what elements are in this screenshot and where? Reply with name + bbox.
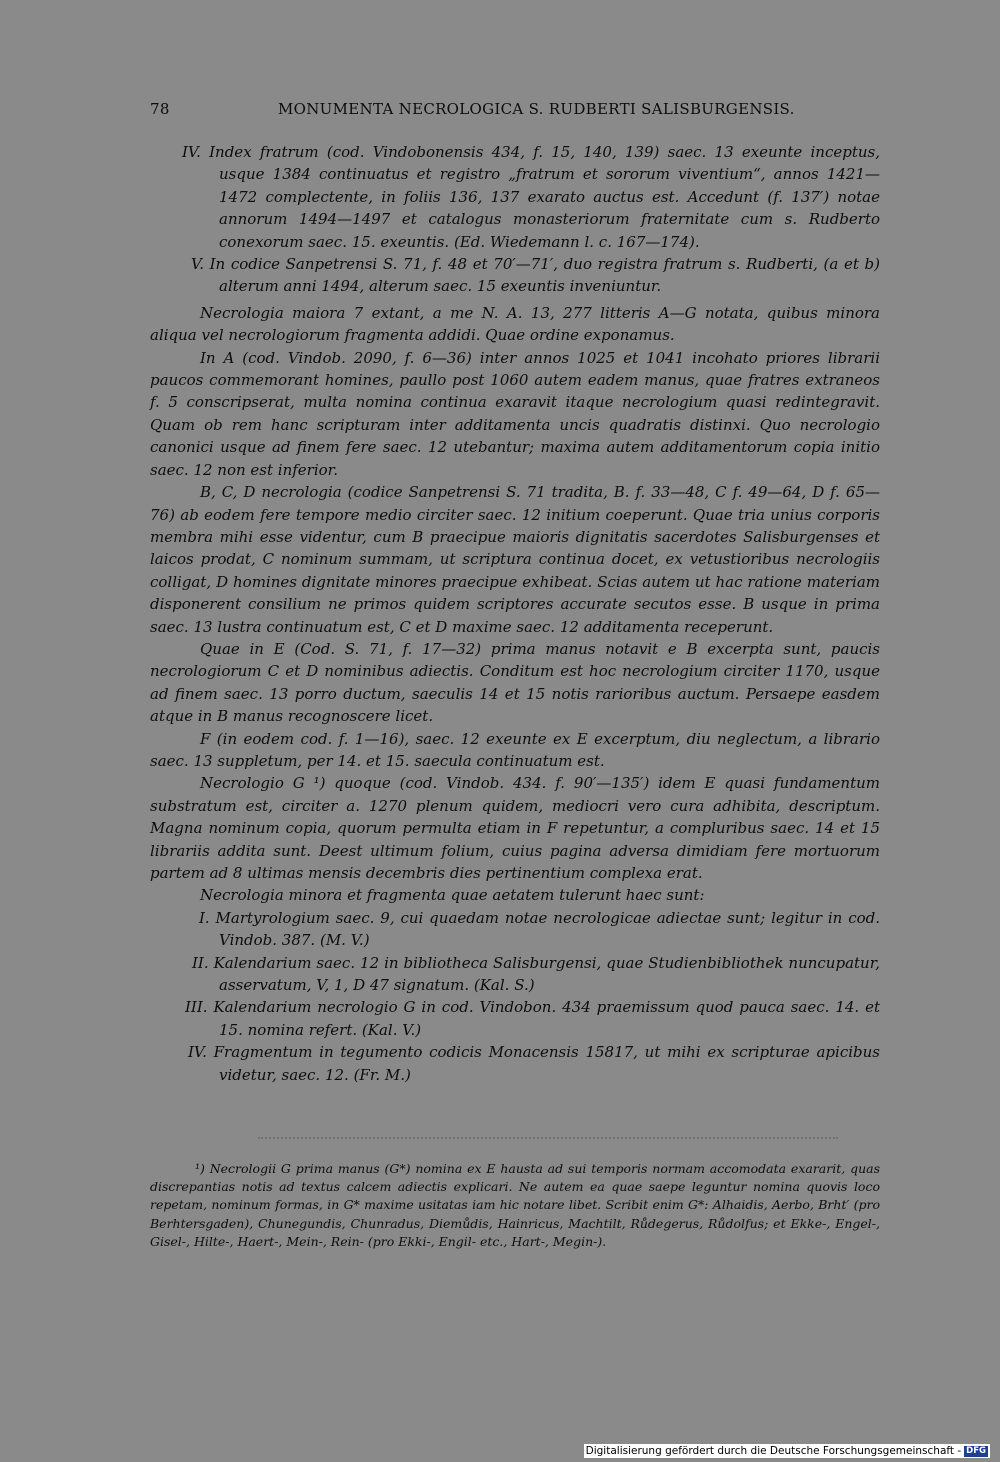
- page-header: [150, 100, 880, 124]
- running-title: MONUMENTA NECROLOGICA S. RUDBERTI SALISBURGENSIS.: [278, 100, 795, 118]
- paragraph-necrologium-e: Quae in E (Cod. S. 71, f. 17—32) prima manus notavit e B excerpta sunt, paucis necrologiorum C et D nominibus adiectis. Conditum est hoc necrologium circiter 1170, usque ad finem saec. 13 porro ductum, saeculis 14 et 15 notis rarioribus auctum. Persaepe easdem atque in B manus recognoscere licet.: [150, 639, 880, 726]
- paragraph-necrologia-minora: Necrologia minora et fragmenta quae aetatem tulerunt haec sunt:: [200, 886, 705, 905]
- paragraph-codex-sanpetrensis: V. In codice Sanpetrensi S. 71, f. 48 et 70′—71′, duo registra fratrum s. Rudberti, (a et b) alterum anni 1494, alterum saec. 15 exeuntis inveniuntur.: [191, 255, 880, 296]
- list-item-kalendarium-s: II. Kalendarium saec. 12 in bibliotheca Salisburgensi, quae Studienbibliothek nuncupatur, asservatum, V, 1, D 47 signatum. (Kal. S.): [192, 953, 880, 995]
- list-item-kalendarium-v: III. Kalendarium necrologio G in cod. Vindobon. 434 praemissum quod pauca saec. 14. et 15. nomina refert. (Kal. V.): [185, 998, 880, 1039]
- paragraph-necrologium-g: Necrologio G ¹) quoque (cod. Vindob. 434. f. 90′—135′) idem E quasi fundamentum substratum est, circiter a. 1270 plenum quidem, mediocri vero cura adhibita, descriptum. Magna nominum copia, quorum permulta etiam in F repetuntur, a compluribus saec. 14 et 15 librariis addita sunt. Deest ultimum folium, cuius pagina adversa dimidiam fere mortuorum partem ad 8 ultimas mensis decembris dies pertinentium complexa erat.: [150, 774, 880, 882]
- list-item-martyrologium: I. Martyrologium saec. 9, cui quaedam notae necrologicae adiectae sunt; legitur in cod. Vindob. 387. (M. V.): [199, 908, 880, 950]
- paragraph-necrologia-bcd: B, C, D necrologia (codice Sanpetrensi S. 71 tradita, B. f. 33—48, C f. 49—64, D f. 65—76) ab eodem fere tempore medio circiter saec. 12 initium coeperunt. Quae tria unius corporis membra mihi esse videntur, cum B praecipue maioris dignitatis sacerdotes Salisburgenses et laicos prodat, C nominum summam, ut scriptura continua docet, ex vetustioribus necrologiis colligat, D homines dignitate minores praecipue exhibeat. Scias autem ut hac ratione materiam disponerent consilium ne primos quidem scriptores accurate secutos esse. B usque in prima saec. 13 lustra continuatum est, C et D maxime saec. 12 additamenta receperunt.: [150, 483, 880, 636]
- paragraph-index-fratrum: IV. Index fratrum (cod. Vindobonensis 434, f. 15, 140, 139) saec. 13 exeunte inceptus, usque 1384 continuatus et registro „fratrum et sororum viventium“, annos 1421—1472 complectente, in foliis 136, 137 exarato auctus est. Accedunt (f. 137′) notae annorum 1494—1497 et catalogus monasteriorum fraternitate cum s. Rudberto conexorum saec. 15. exeuntis. (Ed. Wiedemann l. c. 167—174).: [182, 143, 880, 251]
- dfg-credit: [584, 1444, 990, 1458]
- footnotes: [150, 1160, 880, 1251]
- list-item-fragmentum: IV. Fragmentum in tegumento codicis Monacensis 15817, ut mihi ex scripturae apicibus videtur, saec. 12. (Fr. M.): [188, 1043, 880, 1084]
- credit-text: Digitalisierung gefördert durch die Deutsche Forschungsgemeinschaft -: [585, 1445, 962, 1457]
- paragraph-necrologium-a: In A (cod. Vindob. 2090, f. 6—36) inter annos 1025 et 1041 incohato priores librarii paucos commemorant homines, paullo post 1060 autem eadem manus, quae fratres extraneos f. 5 conscripserat, multa nomina continua exaravit itaque necrologium quasi redintegravit. Quam ob rem hanc scripturam inter additamenta uncis quadratis distinxi. Quo necrologio canonici usque ad finem fere saec. 12 utebantur; maxima autem additamentorum copia initio saec. 12 non est inferior.: [150, 348, 880, 479]
- dfg-logo-icon: DFG: [966, 1445, 986, 1456]
- bleed-through-line: [258, 1137, 838, 1145]
- paragraph-necrologium-f: F (in eodem cod. f. 1—16), saec. 12 exeunte ex E excerptum, diu neglectum, a librario saec. 13 suppletum, per 14. et 15. saecula continuatum est.: [150, 729, 880, 770]
- footnote-1: ¹) Necrologii G prima manus (G*) nomina ex E hausta ad sui temporis normam accomodata exararit, quas discrepantias notis ad textus calcem adiectis explicari. Ne autem ea quae saepe leguntur nomina quovis loco repetam, nominum formas, in G* maxime usitatas iam hic notare libet. Scribit enim G*: Alhaidis, Aerbo, Brht′ (pro Berhtersgaden), Chunegundis, Chunradus, Diemůdis, Hainricus, Machtilt, Růdegerus, Růdolfus; et Ekke-, Engel-, Gisel-, Hilte-, Haert-, Mein-, Rein- (pro Ekki-, Engil- etc., Hart-, Megin-).: [150, 1161, 880, 1249]
- page-number: 78: [150, 100, 170, 118]
- main-text: [150, 141, 880, 1086]
- paragraph-necrologia-maiora: Necrologia maiora 7 extant, a me N. A. 13, 277 litteris A—G notata, quibus minora aliqua vel necrologiorum fragmenta addidi. Quae ordine exponamus.: [150, 303, 880, 345]
